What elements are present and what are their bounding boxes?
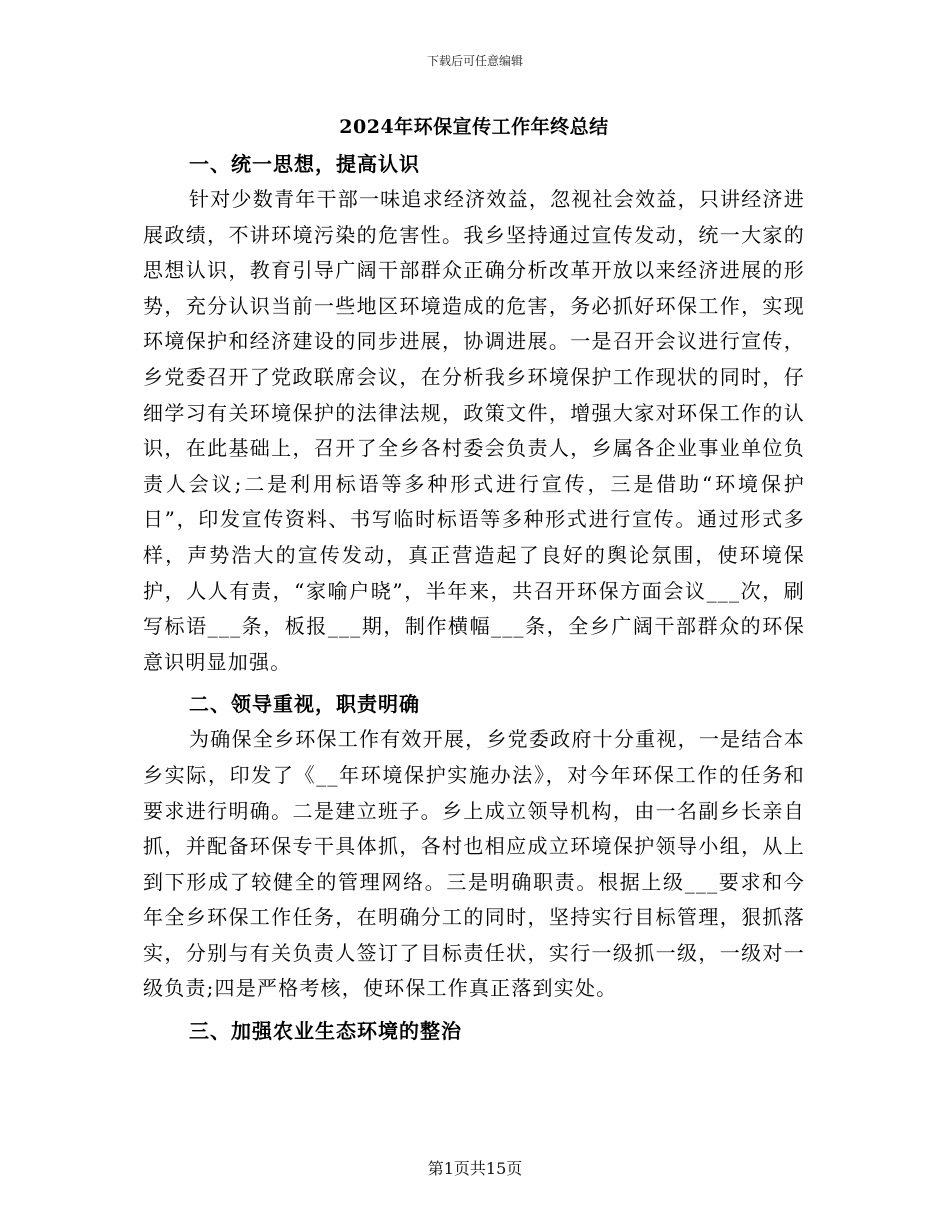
page-indicator: 第1页共15页	[427, 1159, 523, 1178]
section-heading-3: 三、加强农业生态环境的整治	[189, 1019, 462, 1044]
header-note: 下载后可任意编辑	[426, 54, 523, 68]
document-title: 2024年环保宣传工作年终总结	[339, 116, 609, 138]
section-heading-2: 二、领导重视，职责明确	[189, 692, 420, 717]
document-body	[143, 108, 805, 1049]
section-heading-1: 一、统一思想，提高认识	[189, 152, 420, 176]
section-paragraph-1: 针对少数青年干部一味追求经济效益，忽视社会效益，只讲经济进展政绩，不讲环境污染的危害性。我乡坚持通过宣传发动，统一大家的思想认识，教育引导广阔干部群众正确分析改革开放以来经济进展的形势，充分认识当前一些地区环境造成的危害，务必抓好环保工作，实现环境保护和经济建设的同步进展，协调进展。一是召开会议进行宣传，乡党委召开了党政联席会议，在分析我乡环境保护工作现状的同时，仔细学习有关环境保护的法律法规，政策文件，增强大家对环保工作的认识，在此基础上，召开了全乡各村委会负责人，乡属各企业事业单位负责人会议;二是利用标语等多种形式进行宣传，三是借助“环境保护日”，印发宣传资料、书写临时标语等多种形式进行宣传。通过形式多样，声势浩大的宣传发动，真正营造起了良好的舆论氛围，使环境保护，人人有责，“家喻户晓”，半年来，共召开环保方面会议___次，刷写标语___条，板报___期，制作横幅___条，全乡广阔干部群众的环保意识明显加强。	[143, 187, 805, 674]
section-paragraph-2: 为确保全乡环保工作有效开展，乡党委政府十分重视，一是结合本乡实际，印发了《__年环境保护实施办法》，对今年环保工作的任务和要求进行明确。二是建立班子。乡上成立领导机构，由一名副乡长亲自抓，并配备环保专干具体抓，各村也相应成立环境保护领导小组，从上到下形成了较健全的管理网络。三是明确职责。根据上级___要求和今年全乡环保工作任务，在明确分工的同时，坚持实行目标管理，狠抓落实，分别与有关负责人签订了目标责任状，实行一级抓一级，一级对一级负责;四是严格考核，使环保工作真正落到实处。	[143, 727, 805, 1001]
